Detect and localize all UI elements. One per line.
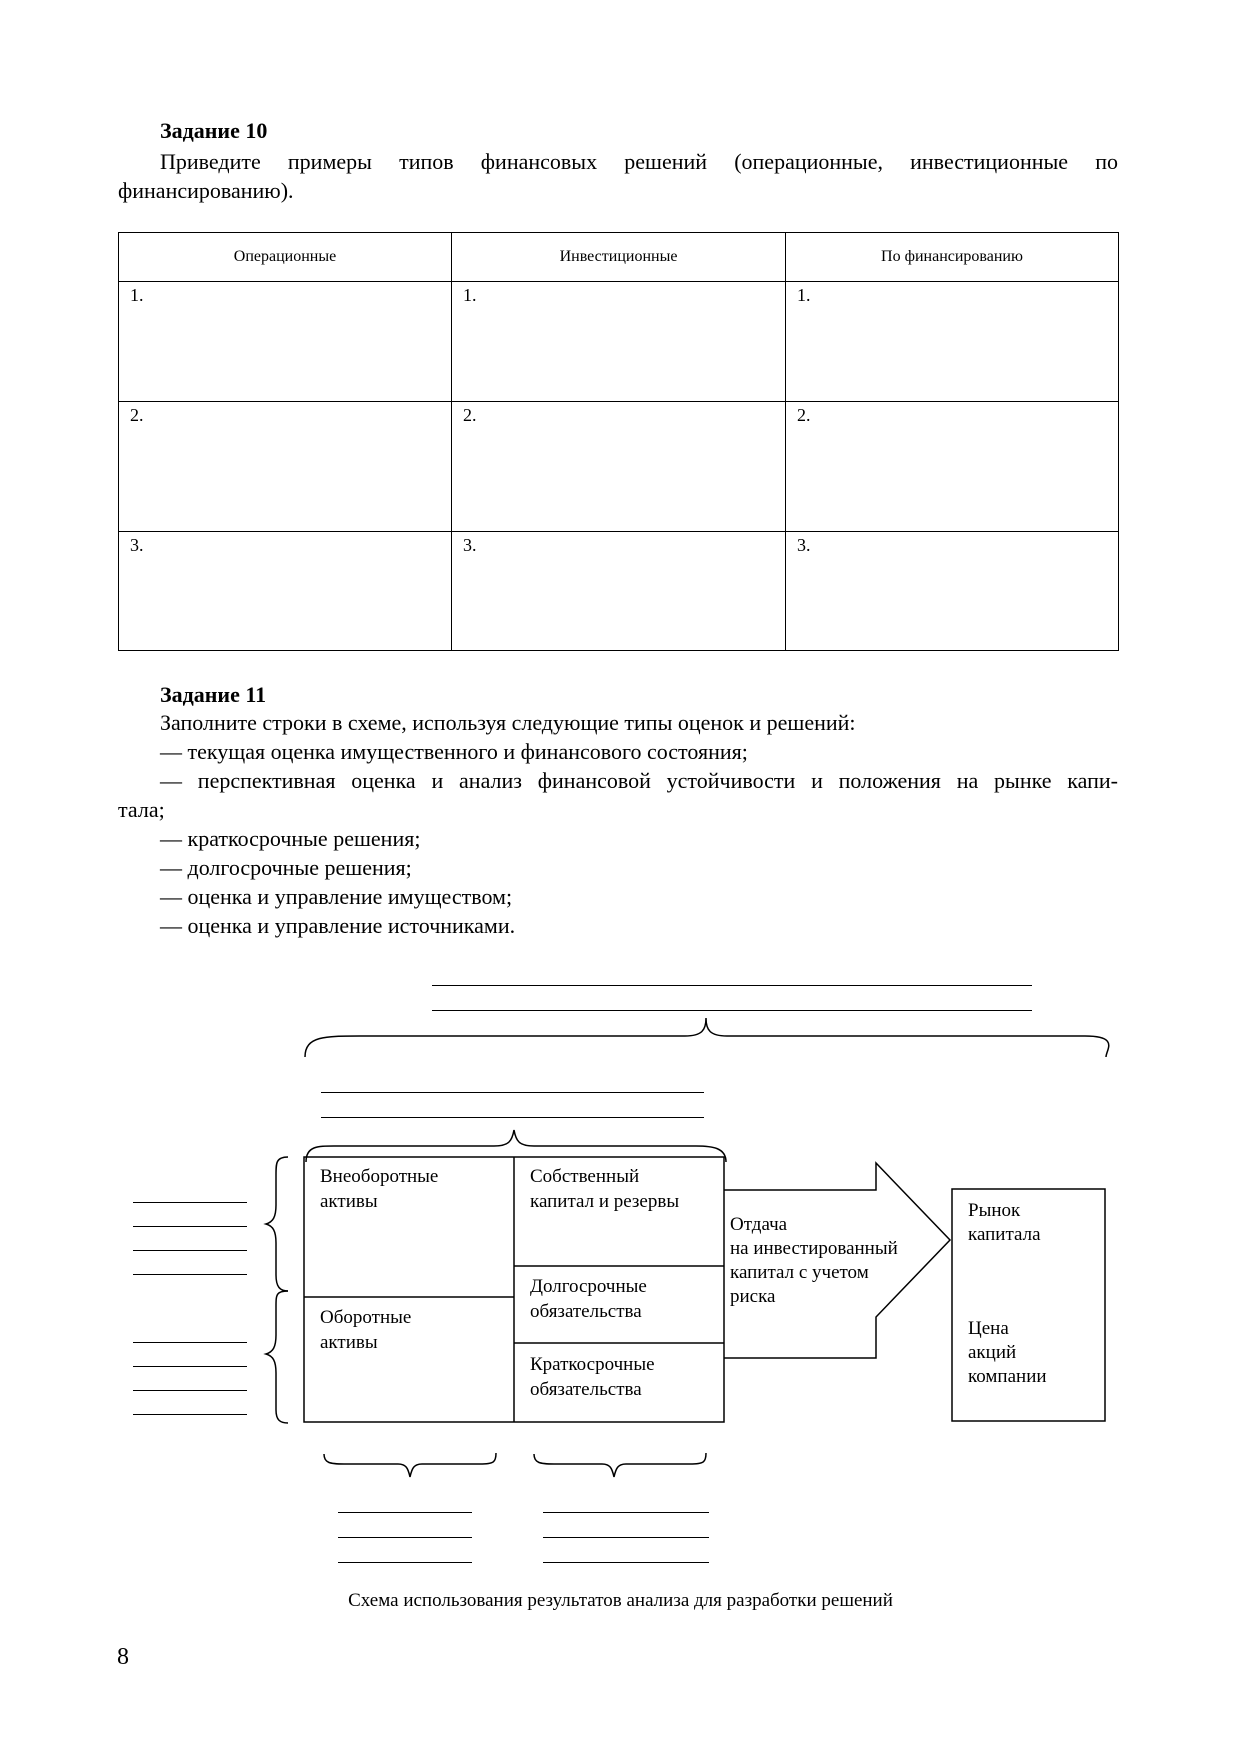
table-cell[interactable]: 3. (119, 532, 452, 651)
task11-title: Задание 11 (160, 682, 267, 707)
table-cell[interactable]: 2. (119, 402, 452, 532)
task10-text-line2: финансированию). (118, 178, 294, 203)
table-cell[interactable]: 2. (452, 402, 786, 532)
arrow-text-line2: на инвестированный (730, 1238, 898, 1259)
long-term-liabilities-line2: обязательства (530, 1301, 642, 1322)
diagram-caption: Схема использования результатов анализа для разработки решений (348, 1590, 893, 1611)
header-investment: Инвестиционные (452, 233, 786, 282)
noncurrent-assets-line2: активы (320, 1191, 378, 1212)
table-cell[interactable]: 3. (786, 532, 1119, 651)
share-price-line2: акций (968, 1342, 1017, 1363)
bottom-left-brace (324, 1453, 496, 1477)
current-assets-line2: активы (320, 1332, 378, 1353)
share-price-line3: компании (968, 1366, 1047, 1387)
equity-line1: Собственный (530, 1166, 640, 1187)
share-price-line1: Цена (968, 1318, 1009, 1339)
left-lower-brace (266, 1291, 288, 1423)
current-assets-line1: Оборотные (320, 1307, 412, 1328)
table-cell[interactable]: 1. (786, 282, 1119, 402)
task11-intro: Заполните строки в схеме, используя следующие типы оценок и решений: (160, 710, 856, 735)
header-operational: Операционные (119, 233, 452, 282)
task11-item-6: — оценка и управление источниками. (160, 913, 516, 938)
task10-text-line1: Приведите примеры типов финансовых решений (операционные, инвестиционные по (160, 149, 1118, 174)
task10-title: Задание 10 (160, 118, 268, 143)
top-wide-brace (305, 1018, 1109, 1057)
short-term-liabilities-line2: обязательства (530, 1379, 642, 1400)
table-cell[interactable]: 3. (452, 532, 786, 651)
table-cell[interactable]: 2. (786, 402, 1119, 532)
long-term-liabilities-line1: Долгосрочные (530, 1276, 647, 1297)
task11-item-2: — перспективная оценка и анализ финансовой устойчивости и положения на рынке капи- (160, 768, 1118, 793)
task11-item-2-cont: тала; (118, 797, 165, 822)
noncurrent-assets-line1: Внеоборотные (320, 1166, 439, 1187)
equity-line2: капитал и резервы (530, 1191, 680, 1212)
market-title-line1: Рынок (968, 1200, 1021, 1221)
arrow-text-line1: Отдача (730, 1214, 788, 1235)
table-cell[interactable]: 1. (452, 282, 786, 402)
task11-item-1: — текущая оценка имущественного и финансового состояния; (160, 739, 748, 764)
table-cell[interactable]: 1. (119, 282, 452, 402)
task11-item-4: — долгосрочные решения; (160, 855, 412, 880)
task11-item-3: — краткосрочные решения; (160, 826, 421, 851)
bottom-right-brace (534, 1453, 706, 1477)
short-term-liabilities-line1: Краткосрочные (530, 1354, 655, 1375)
page-number: 8 (117, 1644, 129, 1670)
left-upper-brace (266, 1157, 288, 1291)
task11-item-5: — оценка и управление имуществом; (160, 884, 513, 909)
header-financing: По финансированию (786, 233, 1119, 282)
arrow-text-line4: риска (730, 1286, 776, 1307)
market-title-line2: капитала (968, 1224, 1041, 1245)
arrow-text-line3: капитал с учетом (730, 1262, 869, 1283)
